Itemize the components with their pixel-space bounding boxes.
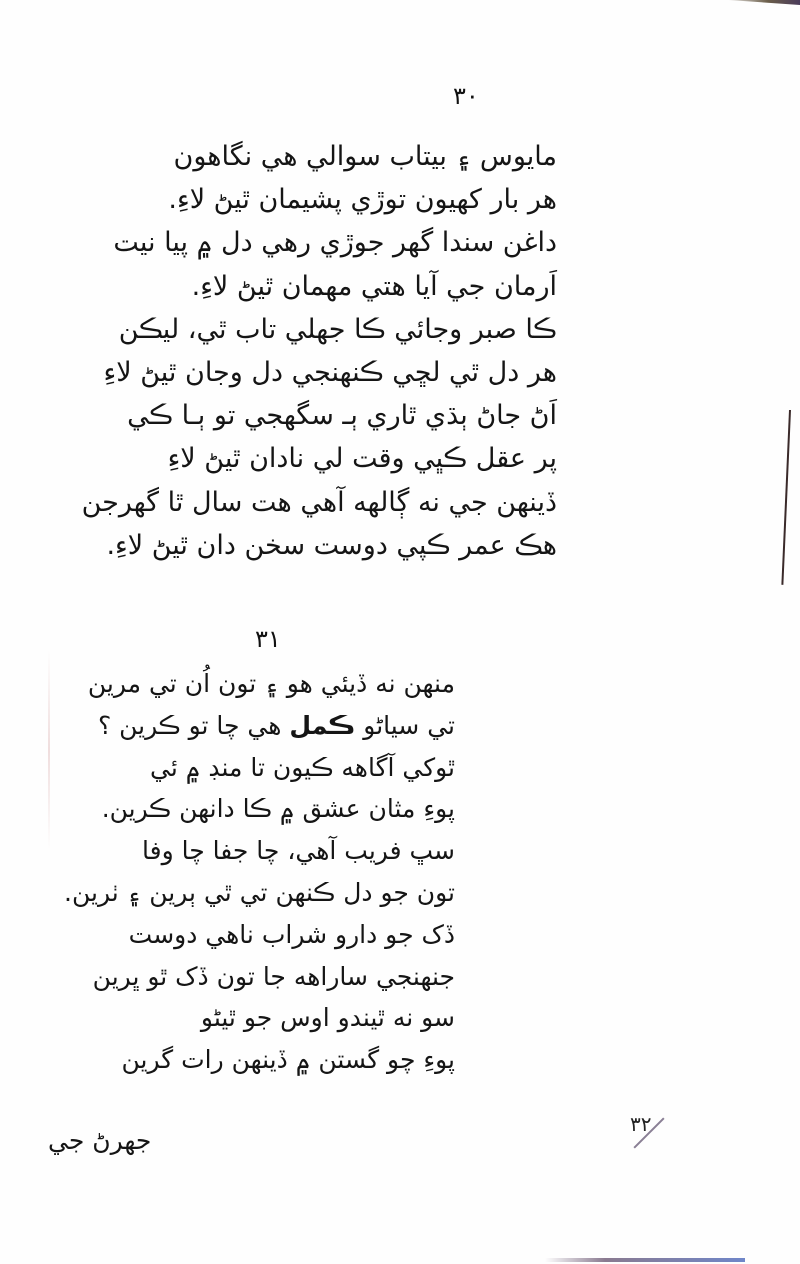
verse-line: پوءِ چو گستن ۾ ڏينهن رات گرين <box>121 1045 455 1075</box>
poem-page-31 <box>0 663 455 1081</box>
page-number-32: ٣٢ <box>630 1112 652 1136</box>
bold-word: ڪمل <box>289 710 356 740</box>
verse-line: جنهنجي ساراهه جا تون ڏک ٿو ڀرين <box>92 961 455 991</box>
verse-line: پر عقل ڪڀي وقت لي نادان ٿيڻ لاءِ <box>167 443 557 475</box>
verse-line: مايوس ۽ بيتاب سوالي هي نگاهون <box>173 141 557 172</box>
poem-page-30 <box>0 135 557 567</box>
verse-line: هر دل ٿي لڇي ڪنهنجي دل وجان ٿيڻ لاءِ <box>103 356 557 388</box>
verse-line: اَڻ جاڻ ٻڌي ٿاري ٻـ سگهجي تو ٻـا ڪي <box>127 400 557 432</box>
verse-line: هر بار کهيون توڙي پشيمان ٿيڻ لاءِ. <box>168 184 557 216</box>
verse-line: داغن سندا گهر جوڙي رهي دل ۾ پيا نيت <box>113 227 557 259</box>
page-number-30: ٣٠ <box>453 82 479 110</box>
verse-line: ڏينهن جي نه ڳالهه آهي هت سال ٿا گهرجن <box>81 486 557 518</box>
page-number-32-handwritten <box>630 1110 690 1150</box>
margin-pencil-line <box>781 410 791 585</box>
verse-line: اَرمان جي آيا هتي مهمان ٿيڻ لاءِ. <box>191 270 557 302</box>
verse-line: تي سياڻو ڪمل هي چا تو ڪرين ؟ <box>97 710 455 740</box>
trailing-text: جهرڻ جي <box>48 1126 152 1155</box>
verse-line: سڀ فريب آهي، چا جفا چا وفا <box>142 836 455 866</box>
page-edge-shadow-bottom <box>545 1258 745 1262</box>
page-number-31: ٣١ <box>255 625 281 653</box>
page-edge-shadow-top <box>720 0 800 5</box>
verse-line: ٿوکي آگاهه ڪيون تا منڊ ۾ ئي <box>150 752 455 782</box>
verse-line: سو نه ٿيندو اوس جو ٿيڻو <box>200 1003 455 1033</box>
verse-line: ڏک جو دارو شراب ناهي دوست <box>128 919 455 949</box>
verse-line: هڪ عمر ڪپي دوست سخن دان ٿيڻ لاءِ. <box>106 529 557 561</box>
verse-line: ڪا صبر وجائي ڪا جهلي تاب ٿي، ليڪن <box>118 313 557 345</box>
verse-line: پوءِ مثان عشق ۾ ڪا دانهن ڪرين. <box>101 794 455 824</box>
verse-line: منهن نه ڏيئي هو ۽ تون اُن تي مرين <box>87 669 455 698</box>
verse-line: تون جو دل ڪنهن تي ٿي ٻرين ۽ ٺرين. <box>64 877 455 907</box>
